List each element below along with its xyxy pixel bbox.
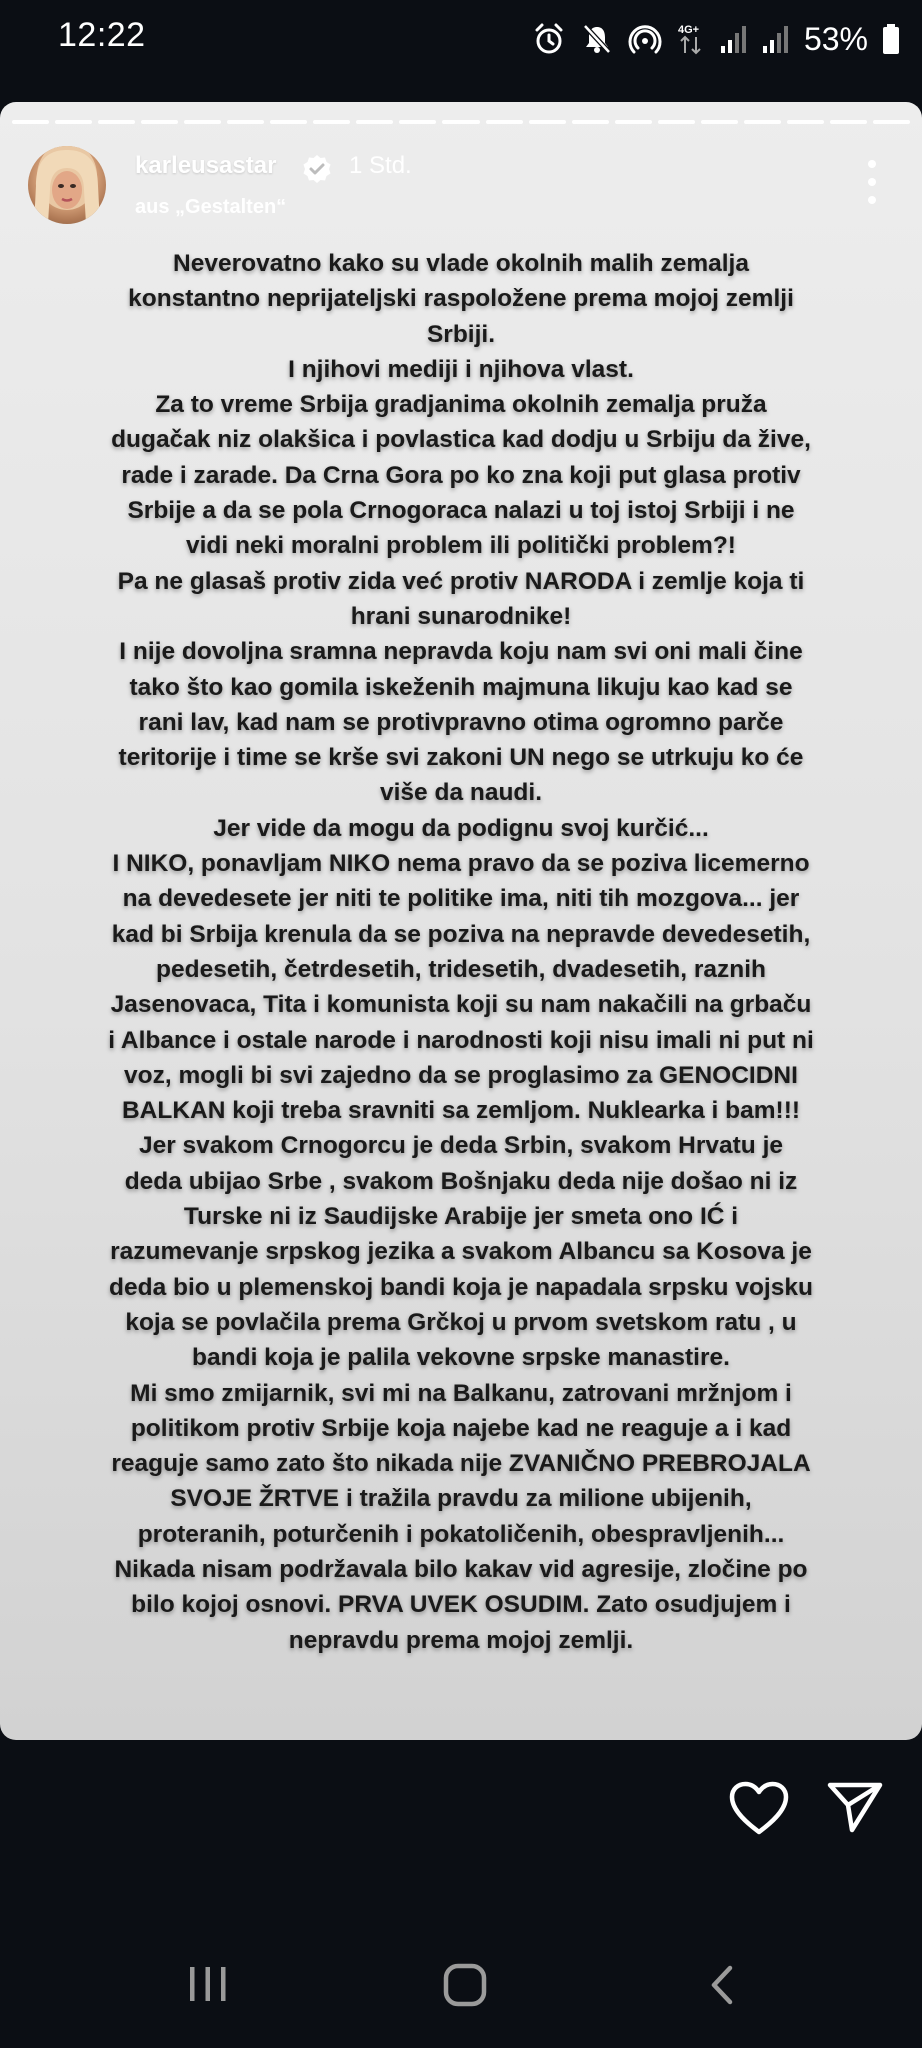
story-text-line: na devedesete jer niti te politike ima, niti tih mozgova... jer — [122, 885, 800, 913]
battery-icon — [882, 23, 900, 55]
story-text-line: Mi smo zmijarnik, svi mi na Balkanu, zatrovani mržnjom i — [130, 1379, 792, 1407]
status-icons — [532, 16, 900, 62]
story-text-line: politikom protiv Srbije koja najebe kad ne reaguje a i kad — [130, 1414, 792, 1442]
heart-icon[interactable] — [728, 1780, 790, 1836]
recent-apps-icon[interactable] — [186, 1964, 230, 2004]
alarm-icon — [532, 22, 566, 56]
story-text-line: deda bio u plemenskoj bandi koja je napadala srpsku vojsku — [109, 1273, 813, 1301]
status-bar — [0, 0, 922, 80]
story-text-line: kad bi Srbija krenula da se poziva na nepravde devedesetih, — [111, 920, 811, 948]
progress-segment — [744, 120, 781, 124]
story-text-line: Neverovatno kako su vlade okolnih malih zemalja — [173, 250, 749, 277]
story-text-line: bilo kojoj osnovi. PRVA UVEK OSUDIM. Zato osudjujem i — [131, 1591, 791, 1619]
story-text-line: BALKAN koji treba sravniti sa zemljom. Nuklearka i bam!!! — [121, 1097, 801, 1125]
mute-icon — [580, 22, 614, 56]
progress-segment — [873, 120, 910, 124]
avatar[interactable] — [28, 146, 106, 224]
story-text-line: pedesetih, četrdesetih, tridesetih, dvadesetih, raznih — [156, 955, 766, 983]
story-text-line: konstantno neprijateljski raspoložene prema mojoj zemlji — [128, 285, 794, 313]
story-text — [28, 246, 894, 1658]
progress-segment — [572, 120, 609, 124]
verified-badge-icon — [302, 154, 332, 184]
story-text-line: deda ubijao Srbe , svakom Bošnjaku deda nije došao ni iz — [124, 1167, 798, 1195]
story-text-line: SVOJE ŽRTVE i tražila pravdu za milione ubijenih, — [170, 1485, 752, 1513]
story-text-line: voz, mogli bi svi zajedno da se proglasimo za GENOCIDNI — [124, 1061, 798, 1089]
story-text-line: hrani sunarodnike! — [350, 602, 572, 630]
story-text-line: rani lav, kad nam se protivpravno otima ogromno parče — [138, 708, 784, 736]
progress-segment — [313, 120, 350, 124]
progress-segment — [615, 120, 652, 124]
story-text-line: Za to vreme Srbija gradjanima okolnih zemalja pruža — [155, 391, 767, 419]
avatar-portrait — [28, 146, 106, 224]
story-text-line: I NIKO, ponavljam NIKO nema pravo da se poziva licemerno — [112, 850, 810, 878]
progress-segment — [270, 120, 307, 124]
story-text-line: Srbiji. — [426, 320, 496, 348]
reaction-bar — [0, 1780, 922, 1850]
system-nav-bar — [0, 1940, 922, 2030]
progress-segment — [701, 120, 738, 124]
story-text-line: koja se povlačila prema Grčkoj u prvom svetskom ratu , u — [125, 1308, 797, 1336]
story-text-line: Jasenovaca, Tita i komunista koji su nam nakačili na grbaču — [110, 991, 812, 1019]
progress-segment — [55, 120, 92, 124]
status-time: 12:22 — [58, 16, 146, 54]
story-text-line: Pa ne glasaš protiv zida već protiv NARODA i zemlje koja ti — [117, 567, 805, 595]
hotspot-icon — [628, 22, 662, 56]
battery-percent: 53% — [803, 20, 868, 57]
account-name[interactable]: karleusastar — [135, 152, 277, 179]
back-icon[interactable] — [706, 1964, 740, 2006]
progress-segment — [184, 120, 221, 124]
story-text-line: više da naudi. — [379, 779, 543, 807]
more-dot — [868, 160, 876, 168]
story-text-line: Jer svakom Crnogorcu je deda Srbin, svakom Hrvatu je — [138, 1132, 784, 1160]
progress-segment — [12, 120, 49, 124]
story-text-line: dugačak niz olakšica i povlastica kad dodju u Srbiju da žive, — [111, 426, 811, 454]
story-age: 1 Std. — [349, 152, 412, 179]
progress-segment — [227, 120, 264, 124]
4g-plus-data-icon — [676, 21, 706, 57]
story-text-line: Srbije a da se pola Crnogoraca nalazi u toj istoj Srbiji i ne — [127, 497, 795, 525]
story-text-line: i Albance i ostale narode i narodnosti koji nisu imali ni put ni — [108, 1026, 814, 1054]
progress-segment — [658, 120, 695, 124]
progress-segment — [787, 120, 824, 124]
progress-segment — [399, 120, 436, 124]
story-card[interactable] — [0, 102, 922, 1740]
more-dot — [868, 196, 876, 204]
home-icon[interactable] — [442, 1962, 488, 2008]
story-text-line: tako što kao gomila iskeženih majmuna likuju kao kad se — [129, 673, 793, 701]
progress-segment — [486, 120, 523, 124]
progress-segment — [529, 120, 566, 124]
more-dot — [868, 178, 876, 186]
story-text-line: vidi neki moralni problem ili politički problem?! — [186, 532, 736, 560]
source-label[interactable]: aus „Gestalten“ — [135, 196, 287, 218]
send-icon[interactable] — [826, 1780, 884, 1834]
story-text-line: teritorije i time se krše svi zakoni UN nego se utrkuju ko će — [118, 744, 804, 772]
story-progress-bar — [12, 120, 910, 124]
story-text-line: Nikada nisam podržavala bilo kakav vid agresije, zločine po — [114, 1555, 808, 1583]
signal-icon — [762, 24, 790, 54]
svg-text:4G+: 4G+ — [677, 24, 700, 36]
story-text-line: Jer vide da mogu da podignu svoj kurčić... — [213, 814, 709, 842]
story-text-line: bandi koja je palila vekovne srpske manastire. — [192, 1344, 730, 1372]
story-text-line: I nije dovoljna sramna nepravda koju nam svi oni mali čine — [119, 638, 803, 666]
story-text-line: razumevanje srpskog jezika a svakom Albancu sa Kosova je — [110, 1238, 812, 1266]
story-text-line: Turske ni iz Saudijske Arabije jer smeta ono IĆ i — [183, 1203, 739, 1231]
story-text-line: reaguje samo zato što nikada nije ZVANIČNO PREBROJALA — [111, 1450, 811, 1478]
more-options-button[interactable] — [862, 160, 882, 204]
story-text-line: nepravdu prema mojoj zemlji. — [288, 1626, 634, 1654]
progress-segment — [356, 120, 393, 124]
progress-segment — [830, 120, 867, 124]
story-text-line: proteranih, poturčenih i pokatoličenih, obespravljenih... — [137, 1520, 785, 1548]
signal-icon — [720, 24, 748, 54]
progress-segment — [98, 120, 135, 124]
story-text-line: rade i zarade. Da Crna Gora po ko zna koji put glasa protiv — [121, 461, 801, 489]
progress-segment — [442, 120, 479, 124]
story-text-line: I njihovi mediji i njihova vlast. — [288, 355, 634, 383]
progress-segment — [141, 120, 178, 124]
